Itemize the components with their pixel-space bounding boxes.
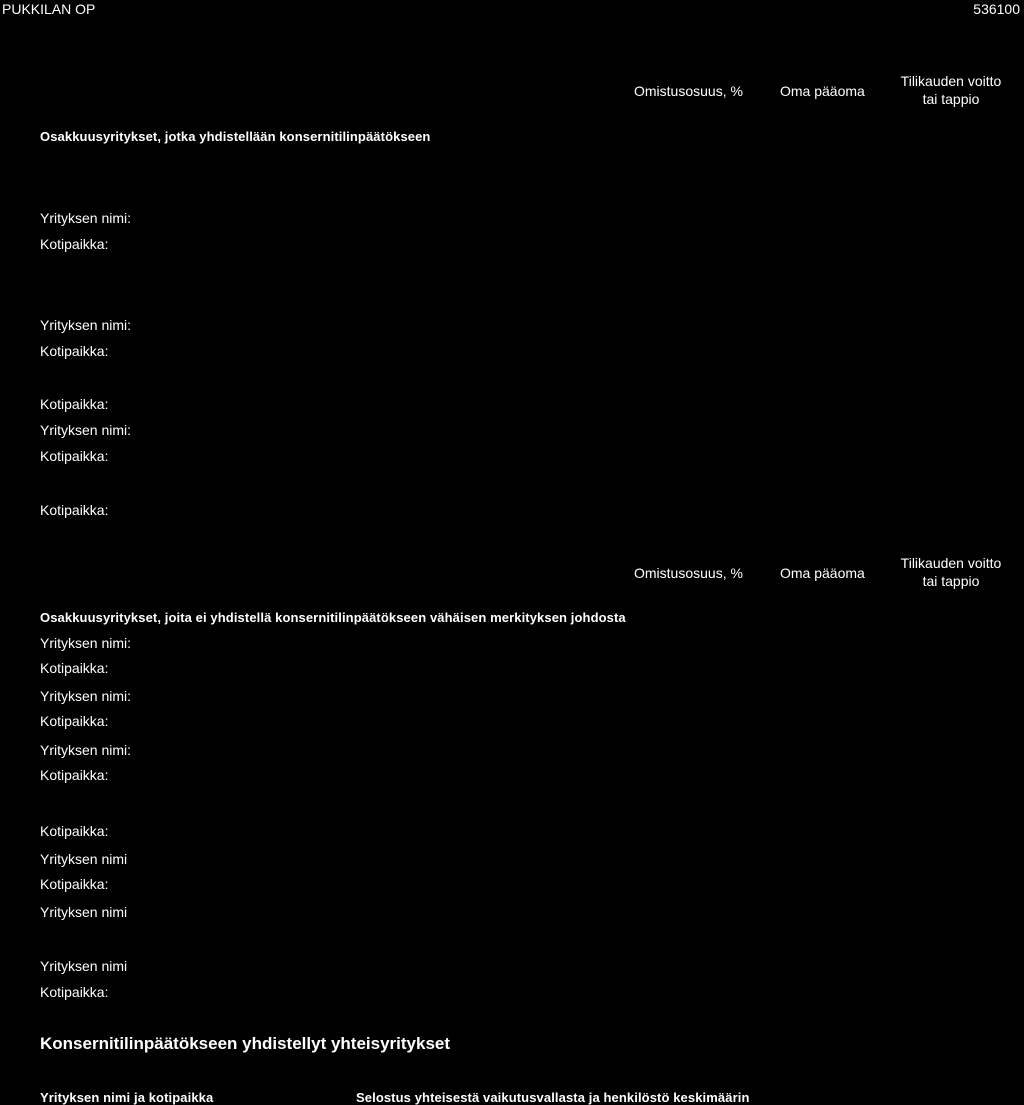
col-ownership-1: Omistusosuus, % <box>634 83 743 99</box>
col-profit-2-line2: tai tappio <box>922 573 980 589</box>
row-label: Kotipaikka: <box>40 767 109 783</box>
row-label: Yrityksen nimi <box>40 851 128 867</box>
section-title-2: Osakkuusyritykset, joita ei yhdistellä konsernitilinpäätökseen vähäisen merkityksen johdosta <box>40 610 626 625</box>
row-label: Kotipaikka: <box>40 236 109 252</box>
row-label: Yrityksen nimi: <box>40 688 132 704</box>
section-title-1: Osakkuusyritykset, jotka yhdistellään konsernitilinpäätökseen <box>40 129 431 144</box>
col-profit-1-line1: Tilikauden voitto <box>900 73 1002 89</box>
col-description: Selostus yhteisestä vaikutusvallasta ja henkilöstö keskimäärin <box>356 1090 750 1105</box>
row-label: Kotipaikka: <box>40 396 109 412</box>
company-name: PUKKILAN OP <box>2 1 96 17</box>
row-label: Kotipaikka: <box>40 876 109 892</box>
company-code: 536100 <box>973 1 1020 17</box>
row-label: Kotipaikka: <box>40 502 109 518</box>
col-equity-1: Oma pääoma <box>780 83 865 99</box>
row-label: Yrityksen nimi <box>40 904 128 920</box>
row-label: Yrityksen nimi: <box>40 742 132 758</box>
section-title-3: Konsernitilinpäätökseen yhdistellyt yhteisyritykset <box>40 1034 451 1053</box>
col-profit-1 <box>886 72 1016 108</box>
col-profit-2-line1: Tilikauden voitto <box>900 555 1002 571</box>
row-label: Yrityksen nimi: <box>40 422 132 438</box>
row-label: Yrityksen nimi: <box>40 210 132 226</box>
row-label: Kotipaikka: <box>40 343 109 359</box>
col-ownership-2: Omistusosuus, % <box>634 565 743 581</box>
row-label: Kotipaikka: <box>40 660 109 676</box>
row-label: Kotipaikka: <box>40 713 109 729</box>
row-label: Kotipaikka: <box>40 984 109 1000</box>
row-label: Yrityksen nimi: <box>40 317 132 333</box>
row-label: Yrityksen nimi: <box>40 635 132 651</box>
col-equity-2: Oma pääoma <box>780 565 865 581</box>
row-label: Kotipaikka: <box>40 448 109 464</box>
col-profit-1-line2: tai tappio <box>922 91 980 107</box>
col-company-location: Yrityksen nimi ja kotipaikka <box>40 1090 214 1105</box>
col-profit-2 <box>886 554 1016 590</box>
row-label: Kotipaikka: <box>40 823 109 839</box>
row-label: Yrityksen nimi <box>40 958 128 974</box>
